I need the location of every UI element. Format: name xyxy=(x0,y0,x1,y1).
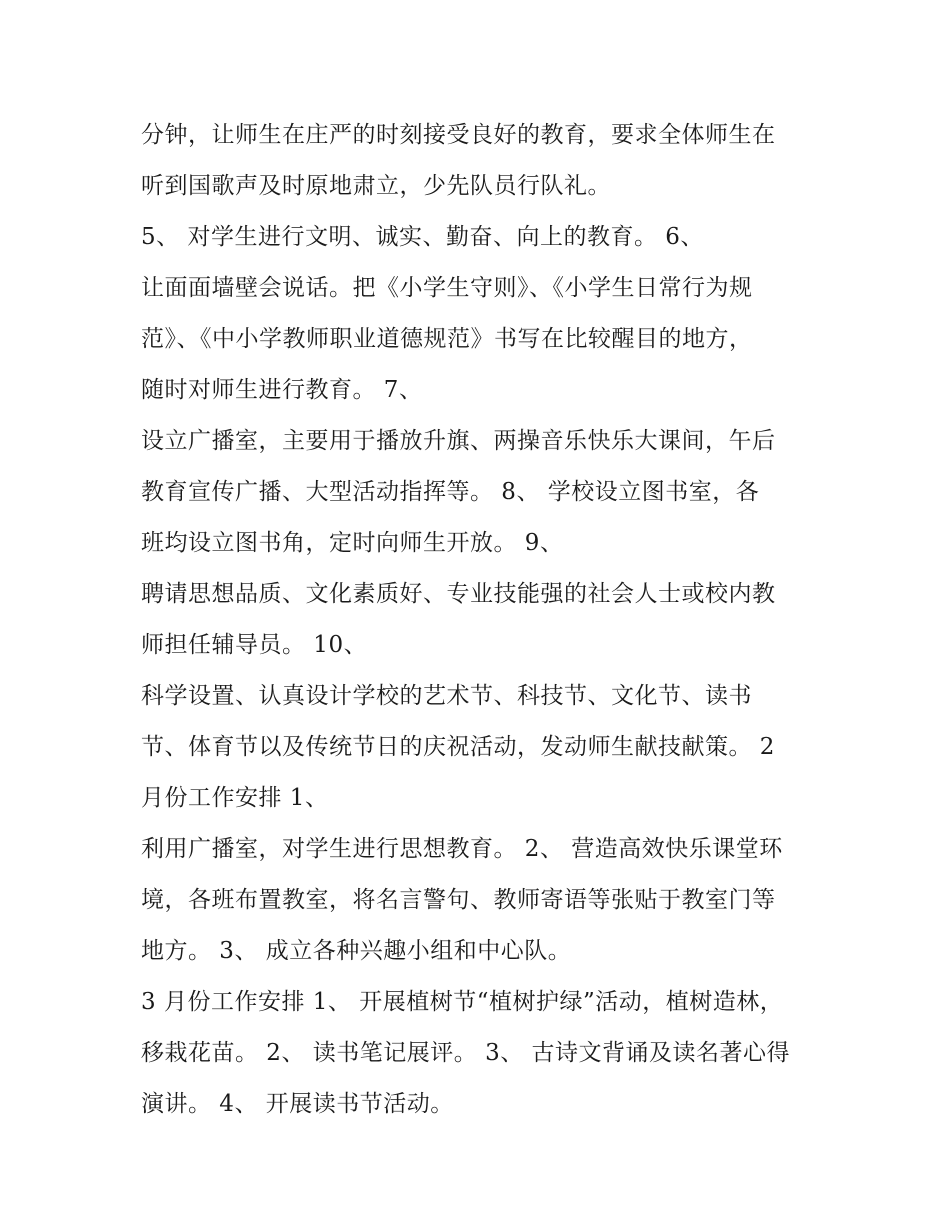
text-line: 移栽花苗。 2、 读书笔记展评。 3、 古诗文背诵及读名著心得 xyxy=(141,1040,791,1066)
text-line: 教育宣传广播、大型活动指挥等。 8、 学校设立图书室，各 xyxy=(141,479,760,505)
text-line: 范》、《中小学教师职业道德规范》书写在比较醒目的地方， xyxy=(141,326,753,352)
text-line: 境，各班布置教室，将名言警句、教师寄语等张贴于教室门等 xyxy=(141,887,776,913)
text-line: 设立广播室，主要用于播放升旗、两操音乐快乐大课间，午后 xyxy=(141,428,776,454)
text-line: 听到国歌声及时原地肃立，少先队员行队礼。 xyxy=(141,173,611,199)
text-line: 聘请思想品质、文化素质好、专业技能强的社会人士或校内教 xyxy=(141,581,776,607)
text-line: 3 月份工作安排 1、 开展植树节“植树护绿”活动，植树造林， xyxy=(141,989,784,1015)
text-line: 利用广播室，对学生进行思想教育。 2、 营造高效快乐课堂环 xyxy=(141,836,783,862)
text-line: 随时对师生进行教育。 7、 xyxy=(141,377,423,403)
text-line: 节、体育节以及传统节日的庆祝活动，发动师生献技献策。 2 xyxy=(141,734,775,760)
text-line: 地方。 3、 成立各种兴趣小组和中心队。 xyxy=(141,938,572,964)
text-line: 师担任辅导员。 10、 xyxy=(141,632,368,658)
text-line: 演讲。 4、 开展读书节活动。 xyxy=(141,1091,454,1117)
text-line: 让面面墙壁会说话。把《小学生守则》、《小学生日常行为规 xyxy=(141,275,753,301)
text-line: 班均设立图书角，定时向师生开放。 9、 xyxy=(141,530,564,556)
text-line: 分钟，让师生在庄严的时刻接受良好的教育，要求全体师生在 xyxy=(141,122,776,148)
document-body xyxy=(141,110,831,1130)
text-line: 科学设置、认真设计学校的艺术节、科技节、文化节、读书 xyxy=(141,683,752,709)
text-line: 月份工作安排 1、 xyxy=(141,785,329,811)
text-line: 5、 对学生进行文明、诚实、勤奋、向上的教育。 6、 xyxy=(141,224,704,250)
